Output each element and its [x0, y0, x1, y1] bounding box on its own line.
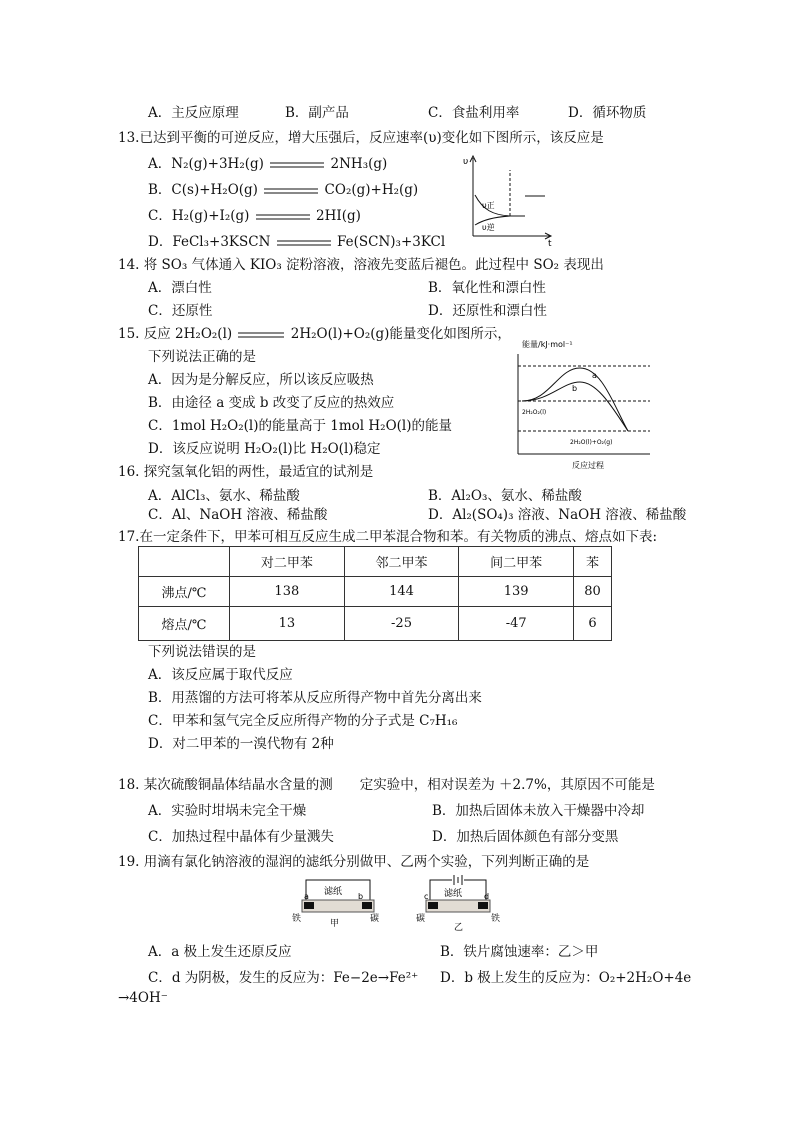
q13-option-d — [148, 230, 445, 250]
carbon-electrode — [428, 902, 438, 909]
q18-option-b: B．加热后固体未放入干燥器中冷却 — [432, 803, 645, 819]
q13-option-a-label: A． — [148, 156, 172, 172]
diagram-jia-label: 甲 — [330, 919, 340, 929]
diagram-yi-label: 乙 — [454, 923, 464, 933]
q15-stem-prefix: 15. 反应 2H₂O₂(l) — [118, 326, 233, 342]
q17-option-d: D．对二甲苯的一溴代物有 2种 — [148, 736, 334, 752]
q15-option-d: D．该反应说明 H₂O₂(l)比 H₂O(l)稳定 — [148, 441, 381, 457]
q18-option-c: C．加热过程中晶体有少量溅失 — [148, 829, 334, 845]
table-header-row — [139, 547, 612, 577]
energy-axis-label: 能量/kJ·mol⁻¹ — [522, 340, 573, 349]
table-cell: 138 — [230, 577, 345, 607]
product-level-label: 2H₂O(l)+O₂(g) — [570, 439, 613, 446]
q13-option-d-products: Fe(SCN)₃+3KCl — [336, 234, 446, 250]
q15-stem — [118, 322, 511, 342]
q12-option-a: A．主反应原理 — [148, 105, 239, 121]
equilibrium-arrow-icon — [275, 238, 333, 248]
q19-option-c: C．d 为阴极，发生的反应为：Fe−2e→Fe²⁺ — [148, 970, 419, 986]
q18-stem: 18. 某次硫酸铜晶体结晶水含量的测 定实验中，相对误差为 ＋2.7%，其原因不可能是 — [118, 777, 655, 793]
q19-option-d-continued: →4OH⁻ — [118, 990, 168, 1006]
q13-rate-graph — [455, 150, 560, 248]
q13-option-b — [148, 178, 418, 198]
q13-option-d-reactants: FeCl₃+3KSCN — [172, 234, 271, 250]
q16-option-a: A．AlCl₃、氨水、稀盐酸 — [148, 488, 300, 504]
q19-option-b: B．铁片腐蚀速率：乙＞甲 — [440, 944, 599, 960]
table-cell: 144 — [344, 577, 459, 607]
reaction-process-label: 反应过程 — [572, 461, 604, 470]
q13-option-c-reactants: H₂(g)+I₂(g) — [171, 208, 250, 224]
curve-a — [522, 368, 628, 431]
equilibrium-arrow-icon — [268, 160, 326, 170]
curve-a-label: a — [592, 371, 597, 380]
iron-electrode — [478, 902, 488, 909]
electrode-d-label: d — [484, 892, 490, 901]
q14-stem: 14. 将 SO₃ 气体通入 KIO₃ 淀粉溶液，溶液先变蓝后褪色。此过程中 SO₂ 表现出 — [118, 257, 604, 273]
table-cell: -25 — [344, 607, 459, 641]
q18-option-a: A．实验时坩埚未完全干燥 — [148, 803, 307, 819]
filter-paper-label: 滤纸 — [324, 887, 343, 897]
q17-stem2: 下列说法错误的是 — [148, 644, 256, 660]
q15-option-a: A．因为是分解反应，所以该反应吸热 — [148, 372, 374, 388]
q14-option-d: D．还原性和漂白性 — [428, 303, 547, 319]
table-cell: 6 — [574, 607, 612, 641]
q13-option-b-label: B． — [148, 182, 172, 198]
y-axis-label: υ — [463, 157, 469, 167]
table-cell: 熔点/℃ — [139, 607, 230, 641]
equilibrium-arrow-icon — [254, 212, 312, 222]
reactant-level-label: 2H₂O₂(l) — [522, 409, 547, 416]
q12-option-b: B．副产品 — [285, 105, 349, 121]
q19-diagram-yi — [416, 872, 501, 934]
q13-option-a — [148, 152, 387, 172]
q19-stem: 19. 用滴有氯化钠溶液的湿润的滤纸分别做甲、乙两个实验，下列判断正确的是 — [118, 854, 590, 870]
table-row — [139, 607, 612, 641]
q18-option-d: D．加热后固体颜色有部分变黑 — [432, 829, 619, 845]
q14-option-c: C．还原性 — [148, 303, 213, 319]
q19-option-d: D．b 极上发生的反应为：O₂+2H₂O+4e — [440, 970, 692, 986]
q13-option-c — [148, 204, 361, 224]
q14-option-b: B．氧化性和漂白性 — [428, 280, 546, 296]
q14-option-a: A．漂白性 — [148, 280, 212, 296]
table-header-cell: 间二甲苯 — [459, 547, 574, 577]
table-header-cell: 苯 — [574, 547, 612, 577]
q16-option-b: B．Al₂O₃、氨水、稀盐酸 — [428, 488, 582, 504]
table-cell: 13 — [230, 607, 345, 641]
q19-option-a: A．a 极上发生还原反应 — [148, 944, 292, 960]
q13-option-a-products: 2NH₃(g) — [330, 156, 388, 172]
equilibrium-arrow-icon — [262, 186, 320, 196]
q13-option-d-label: D． — [148, 234, 173, 250]
iron-electrode — [304, 902, 314, 909]
q16-stem: 16. 探究氢氧化铝的两性，最适宜的试剂是 — [118, 464, 374, 480]
q13-stem: 13.已达到平衡的可逆反应，增大压强后，反应速率(υ)变化如下图所示，该反应是 — [118, 130, 604, 146]
q19-diagram-jia — [290, 876, 385, 931]
q13-option-b-products: CO₂(g)+H₂(g) — [324, 182, 419, 198]
equilibrium-arrow-icon — [236, 330, 286, 340]
q12-option-d: D．循环物质 — [568, 105, 647, 121]
iron-label: 铁 — [292, 914, 302, 924]
q16-option-c: C．Al、NaOH 溶液、稀盐酸 — [148, 507, 328, 523]
q13-option-a-reactants: N₂(g)+3H₂(g) — [171, 156, 264, 172]
q17-option-a: A．该反应属于取代反应 — [148, 667, 293, 683]
table-header-cell — [139, 547, 230, 577]
q17-option-b: B．用蒸馏的方法可将苯从反应所得产物中首先分离出来 — [148, 690, 482, 706]
reverse-rate-label: υ逆 — [482, 223, 495, 232]
table-cell: 沸点/℃ — [139, 577, 230, 607]
q15-energy-diagram — [510, 336, 660, 472]
q17-stem: 17.在一定条件下，甲苯可相互反应生成二甲苯混合物和苯。有关物质的沸点、熔点如下表: — [118, 529, 658, 545]
carbon-label: 碳 — [416, 914, 426, 924]
forward-rate-label: υ正 — [482, 201, 495, 210]
table-header-cell: 邻二甲苯 — [344, 547, 459, 577]
x-axis-label: t — [548, 239, 552, 248]
q15-stem2: 下列说法正确的是 — [148, 349, 256, 365]
q12-option-c: C．食盐利用率 — [428, 105, 520, 121]
table-row — [139, 577, 612, 607]
q13-option-c-label: C． — [148, 208, 172, 224]
q13-option-b-reactants: C(s)+H₂O(g) — [171, 182, 258, 198]
q17-option-c: C．甲苯和氢气完全反应所得产物的分子式是 C₇H₁₆ — [148, 713, 458, 729]
q13-option-c-products: 2HI(g) — [316, 208, 361, 224]
carbon-label: 碳 — [370, 914, 380, 924]
filter-paper-label: 滤纸 — [444, 889, 463, 899]
q15-option-c: C．1mol H₂O₂(l)的能量高于 1mol H₂O(l)的能量 — [148, 418, 452, 434]
electrode-c-label: c — [424, 892, 429, 901]
q15-option-b: B．由途径 a 变成 b 改变了反应的热效应 — [148, 395, 395, 411]
table-header-cell: 对二甲苯 — [230, 547, 345, 577]
curve-b-label: b — [572, 384, 578, 393]
table-cell: -47 — [459, 607, 574, 641]
q15-stem-suffix: 2H₂O(l)+O₂(g)能量变化如图所示， — [290, 326, 511, 342]
q16-option-d: D．Al₂(SO₄)₃ 溶液、NaOH 溶液、稀盐酸 — [428, 507, 687, 523]
table-cell: 139 — [459, 577, 574, 607]
table-cell: 80 — [574, 577, 612, 607]
electrode-a-label: a — [304, 892, 309, 901]
iron-label: 铁 — [491, 914, 501, 924]
electrode-b-label: b — [358, 892, 364, 901]
q17-properties-table — [138, 546, 612, 641]
carbon-electrode — [362, 902, 372, 909]
